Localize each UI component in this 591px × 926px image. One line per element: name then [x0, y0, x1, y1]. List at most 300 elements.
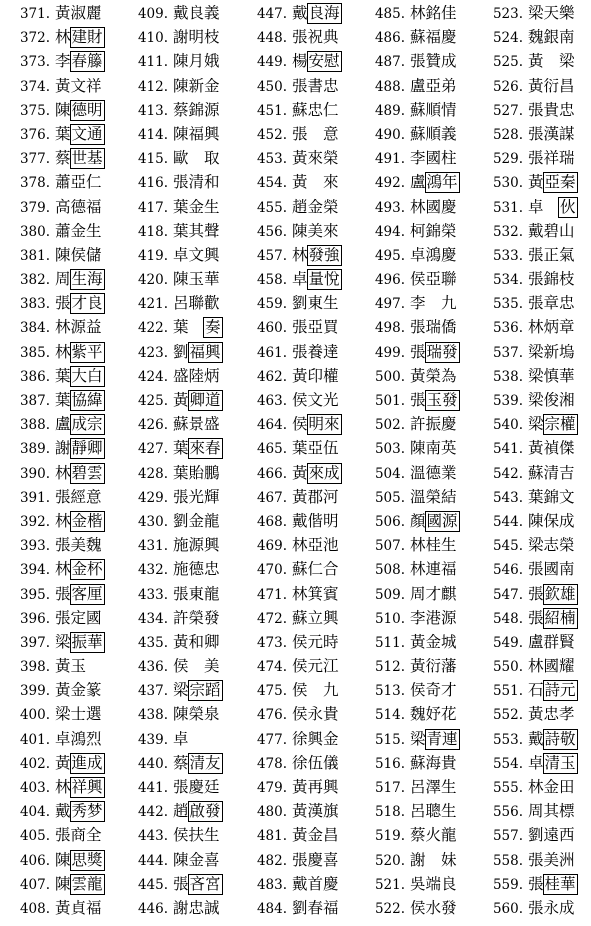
entry-name [528, 704, 575, 725]
entry-number: 466. [256, 465, 287, 482]
list-item [479, 777, 591, 801]
list-item [124, 680, 242, 704]
boxed-name-part: 啟發 [189, 802, 221, 821]
entry-name [410, 559, 457, 580]
list-item [361, 414, 479, 438]
entry-number: 435. [137, 634, 168, 651]
entry-number: 421. [137, 296, 168, 313]
entry-number: 477. [256, 731, 287, 748]
name-text: 呂聯歡 [173, 294, 220, 313]
name-text: 蕭亞仁 [55, 173, 102, 192]
entry-number: 392. [19, 513, 50, 530]
list-item [479, 197, 591, 221]
entry-number: 399. [19, 683, 50, 700]
name-text: 呂澤生 [410, 778, 457, 796]
entry-name [173, 124, 220, 145]
entry-number: 515. [374, 731, 405, 748]
entry-number: 439. [137, 731, 168, 748]
list-item [124, 245, 242, 269]
name-text: 侯 [292, 415, 308, 434]
list-item [6, 172, 124, 196]
entry-number: 483. [256, 876, 287, 893]
entry-number: 455. [256, 199, 287, 216]
entry-name [528, 76, 575, 97]
entry-number: 390. [19, 465, 50, 482]
entry-name [528, 753, 578, 774]
entry-name [292, 27, 339, 48]
entry-name [173, 850, 220, 871]
list-item [479, 100, 591, 124]
entry-number: 474. [256, 659, 287, 676]
entry-number: 453. [256, 151, 287, 168]
name-text: 施德忠 [173, 560, 220, 579]
entry-number: 445. [137, 876, 168, 893]
entry-number: 539. [492, 393, 523, 409]
entry-name [173, 825, 220, 846]
name-text: 溫榮結 [410, 487, 457, 506]
entry-name [173, 100, 220, 121]
list-item [479, 511, 591, 535]
list-item [243, 124, 361, 148]
entry-name [528, 632, 575, 653]
entry-number: 378. [19, 175, 50, 192]
entry-name [528, 825, 575, 846]
boxed-name-part: 清玉 [544, 753, 576, 772]
entry-name [55, 801, 105, 822]
entry-number: 493. [374, 199, 405, 216]
entry-name [410, 898, 457, 919]
name-text: 謝 妹 [410, 850, 457, 869]
list-item [243, 148, 361, 172]
entry-name [173, 221, 220, 242]
entry-number: 422. [137, 320, 168, 337]
entry-number: 404. [19, 804, 50, 821]
list-item [6, 414, 124, 438]
entry-number: 546. [492, 562, 523, 579]
list-item [124, 269, 242, 293]
list-item [479, 414, 591, 438]
entry-name [528, 124, 575, 145]
name-text: 葉其聲 [173, 221, 220, 240]
name-text: 蘇景盛 [173, 415, 220, 434]
name-text: 蘇順情 [410, 100, 457, 119]
entry-name [55, 777, 105, 798]
list-item [243, 801, 361, 825]
boxed-name-part: 金楷 [71, 511, 103, 530]
entry-number: 444. [137, 852, 168, 869]
entry-name [410, 342, 460, 363]
name-text: 蔡火龍 [410, 826, 457, 845]
name-text: 張 [173, 874, 189, 893]
entry-number: 506. [374, 513, 405, 530]
name-text: 黃忠孝 [528, 705, 575, 724]
list-item [6, 729, 124, 753]
entry-name [173, 293, 220, 314]
list-item [243, 729, 361, 753]
entry-name [292, 269, 342, 290]
boxed-name-part: 桂華 [544, 874, 576, 893]
entry-name [292, 172, 339, 193]
name-text: 歐 取 [173, 149, 220, 168]
entry-name [173, 559, 220, 580]
entry-number: 461. [256, 344, 287, 361]
name-text: 黃 [173, 391, 189, 409]
list-item [6, 656, 124, 680]
entry-name [528, 414, 578, 435]
list-item [6, 100, 124, 124]
entry-name [292, 463, 342, 484]
name-text: 張養達 [292, 342, 339, 361]
list-item [243, 535, 361, 559]
entry-number: 470. [256, 562, 287, 579]
entry-number: 446. [137, 900, 168, 917]
entry-number: 391. [19, 489, 50, 506]
boxed-name-part: 碧雲 [71, 463, 103, 482]
entry-name [410, 390, 460, 411]
entry-number: 526. [492, 78, 523, 95]
entry-name [292, 608, 339, 629]
entry-number: 430. [137, 513, 168, 530]
list-item [6, 269, 124, 293]
name-text: 張亞買 [292, 318, 339, 337]
name-text: 張東龍 [173, 584, 220, 603]
list-item [361, 245, 479, 269]
name-text: 蘇順義 [410, 124, 457, 143]
entry-number: 412. [137, 78, 168, 95]
entry-name [292, 584, 339, 605]
name-text: 李 九 [410, 294, 457, 313]
list-item [243, 680, 361, 704]
name-text: 張 [410, 342, 426, 361]
entry-name [410, 221, 457, 242]
boxed-name-part: 客厘 [71, 584, 103, 603]
entry-number: 436. [137, 659, 168, 676]
list-item [361, 27, 479, 51]
boxed-name-part: 宗蹈 [189, 681, 221, 700]
entry-number: 385. [19, 344, 50, 361]
name-text: 張清和 [173, 173, 220, 192]
boxed-name-part: 奏 [205, 318, 221, 337]
boxed-name-part: 協緯 [71, 391, 103, 409]
name-text: 石 [528, 681, 544, 700]
name-text: 蘇清吉 [528, 463, 575, 482]
list-item [6, 850, 124, 874]
boxed-name-part: 金杯 [71, 560, 103, 579]
name-text: 蔡 [55, 149, 71, 168]
list-item [6, 535, 124, 559]
name-text: 侯亞聯 [410, 270, 457, 289]
list-item [6, 777, 124, 801]
entry-number: 414. [137, 126, 168, 143]
name-text: 盧 [55, 415, 71, 434]
name-text: 張正氣 [528, 245, 575, 264]
name-text: 卓 [173, 729, 189, 748]
list-item [6, 487, 124, 511]
entry-number: 375. [19, 102, 50, 119]
entry-number: 509. [374, 586, 405, 603]
boxed-name-part: 伙 [560, 197, 576, 216]
entry-name [410, 293, 457, 314]
entry-number: 543. [492, 489, 523, 506]
name-text: 黃印權 [292, 366, 339, 385]
entry-name [173, 366, 220, 387]
entry-number: 372. [19, 30, 50, 47]
entry-number: 408. [19, 900, 50, 917]
list-item [6, 390, 124, 414]
entry-number: 518. [374, 804, 405, 821]
name-text: 戴首慶 [292, 874, 339, 893]
list-item [243, 27, 361, 51]
name-text: 徐興金 [292, 729, 339, 748]
entry-number: 429. [137, 489, 168, 506]
list-item [243, 221, 361, 245]
name-text: 張慶廷 [173, 778, 220, 796]
name-text: 戴 [55, 802, 71, 821]
entry-number: 519. [374, 828, 405, 845]
list-item [124, 559, 242, 583]
name-text: 林連福 [410, 560, 457, 579]
entry-name [173, 632, 220, 653]
boxed-name-part: 欽雄 [544, 584, 576, 603]
boxed-name-part: 福興 [189, 342, 221, 361]
list-item [124, 3, 242, 27]
entry-name [173, 753, 223, 774]
entry-name [292, 317, 339, 338]
name-text: 施源興 [173, 536, 220, 555]
entry-number: 559. [492, 876, 523, 893]
boxed-name-part: 大白 [71, 366, 103, 385]
name-text: 黃金城 [410, 632, 457, 651]
entry-number: 521. [374, 876, 405, 893]
entry-name [55, 390, 105, 411]
list-item [243, 414, 361, 438]
entry-name [410, 124, 457, 145]
name-text: 盧 [410, 173, 426, 192]
boxed-name-part: 建財 [71, 28, 103, 47]
list-item [243, 100, 361, 124]
boxed-name-part: 來成 [308, 463, 340, 482]
entry-number: 517. [374, 780, 405, 796]
name-text: 趙金榮 [292, 197, 339, 216]
entry-name [55, 172, 102, 193]
list-item [361, 366, 479, 390]
list-item [6, 221, 124, 245]
list-item [361, 511, 479, 535]
name-text: 張祥瑞 [528, 149, 575, 168]
entry-number: 520. [374, 852, 405, 869]
name-text: 侯元時 [292, 632, 339, 651]
entry-name [55, 3, 102, 24]
name-text: 侯 美 [173, 657, 220, 676]
list-item [243, 753, 361, 777]
entry-number: 396. [19, 610, 50, 627]
entry-name [292, 801, 339, 822]
entry-number: 374. [19, 78, 50, 95]
name-text: 許振慶 [410, 415, 457, 434]
name-text: 張美洲 [528, 850, 575, 869]
list-item [361, 825, 479, 849]
list-item [243, 463, 361, 487]
name-text: 卓鴻烈 [55, 729, 102, 748]
entry-name [528, 390, 575, 411]
entry-number: 482. [256, 852, 287, 869]
list-item [479, 729, 591, 753]
entry-number: 409. [137, 6, 168, 22]
entry-number: 427. [137, 441, 168, 458]
entry-number: 405. [19, 828, 50, 845]
name-text: 梁慎華 [528, 366, 575, 385]
entry-number: 456. [256, 223, 287, 240]
entry-number: 513. [374, 683, 405, 700]
name-text: 黃衍昌 [528, 76, 575, 95]
list-item [243, 656, 361, 680]
list-item [361, 729, 479, 753]
entry-name [173, 801, 223, 822]
entry-number: 530. [492, 175, 523, 192]
list-item [124, 27, 242, 51]
entry-number: 432. [137, 562, 168, 579]
list-item [243, 245, 361, 269]
entry-number: 381. [19, 247, 50, 264]
list-item [479, 124, 591, 148]
entry-number: 486. [374, 30, 405, 47]
entry-name [410, 414, 457, 435]
entry-number: 423. [137, 344, 168, 361]
list-item [124, 76, 242, 100]
list-item [124, 729, 242, 753]
entry-name [55, 704, 102, 725]
entry-name [410, 680, 457, 701]
entry-name [528, 511, 575, 532]
boxed-name-part: 清友 [189, 753, 221, 772]
list-item [479, 898, 591, 922]
list-item [361, 801, 479, 825]
list-item [243, 850, 361, 874]
list-item [243, 438, 361, 462]
entry-name [528, 100, 575, 121]
name-text: 劉遠西 [528, 826, 575, 845]
entry-number: 425. [137, 393, 168, 409]
entry-number: 488. [374, 78, 405, 95]
name-text: 蘇立興 [292, 608, 339, 627]
entry-name [528, 680, 578, 701]
name-text: 張經意 [55, 487, 102, 506]
name-text: 侯奇才 [410, 681, 457, 700]
list-item [479, 559, 591, 583]
name-text: 葉貽鵬 [173, 463, 220, 482]
name-text: 林 [55, 511, 71, 530]
entry-number: 397. [19, 634, 50, 651]
entry-number: 454. [256, 175, 287, 192]
list-item [361, 3, 479, 27]
entry-number: 489. [374, 102, 405, 119]
name-text: 張光輝 [173, 487, 220, 506]
entry-number: 555. [492, 780, 523, 796]
list-item [6, 76, 124, 100]
entry-name [173, 656, 220, 677]
list-column [124, 3, 242, 922]
list-item [361, 390, 479, 414]
entry-number: 449. [256, 54, 287, 71]
list-item [361, 438, 479, 462]
list-item [479, 51, 591, 75]
list-item [6, 293, 124, 317]
list-item [361, 148, 479, 172]
name-text: 蘇忠仁 [292, 100, 339, 119]
list-item [243, 559, 361, 583]
entry-name [292, 293, 339, 314]
list-item [479, 366, 591, 390]
list-item [124, 366, 242, 390]
list-item [6, 463, 124, 487]
entry-number: 557. [492, 828, 523, 845]
entry-name [528, 342, 575, 363]
entry-number: 499. [374, 344, 405, 361]
list-item [479, 27, 591, 51]
entry-name [173, 3, 220, 24]
entry-name [528, 656, 575, 677]
list-item [124, 753, 242, 777]
list-item [479, 487, 591, 511]
boxed-name-part: 振華 [71, 632, 103, 651]
entry-name [173, 342, 223, 363]
list-item [243, 76, 361, 100]
entry-name [55, 293, 105, 314]
name-text: 卓鴻慶 [410, 245, 457, 264]
entry-number: 411. [137, 54, 168, 71]
name-text: 張永成 [528, 898, 575, 917]
name-text: 侯扶生 [173, 826, 220, 845]
name-text: 梁天樂 [528, 4, 575, 22]
entry-name [55, 76, 102, 97]
name-text: 梁 [528, 415, 544, 434]
boxed-name-part: 明來 [308, 415, 340, 434]
entry-name [410, 100, 457, 121]
entry-number: 533. [492, 247, 523, 264]
name-text: 林桂生 [410, 536, 457, 555]
list-item [124, 704, 242, 728]
list-item [6, 680, 124, 704]
entry-name [173, 317, 223, 338]
name-text: 張國南 [528, 560, 575, 579]
entry-name [410, 245, 457, 266]
name-text: 林 [55, 342, 71, 361]
list-item [479, 680, 591, 704]
entry-name [55, 245, 102, 266]
entry-number: 527. [492, 102, 523, 119]
list-item [124, 390, 242, 414]
name-text: 林源益 [55, 318, 102, 337]
name-text: 黃和卿 [173, 632, 220, 651]
list-item [124, 850, 242, 874]
entry-name [528, 487, 575, 508]
entry-number: 525. [492, 54, 523, 71]
entry-name [528, 172, 578, 193]
entry-name [173, 197, 220, 218]
entry-name [55, 825, 102, 846]
list-item [243, 51, 361, 75]
entry-number: 413. [137, 102, 168, 119]
entry-name [528, 269, 575, 290]
name-text: 陳 [55, 874, 71, 893]
entry-name [410, 172, 460, 193]
list-item [124, 293, 242, 317]
name-text: 張章忠 [528, 294, 575, 313]
list-item [479, 317, 591, 341]
entry-number: 398. [19, 659, 50, 676]
name-text: 林銘佳 [410, 4, 457, 22]
list-item [124, 777, 242, 801]
